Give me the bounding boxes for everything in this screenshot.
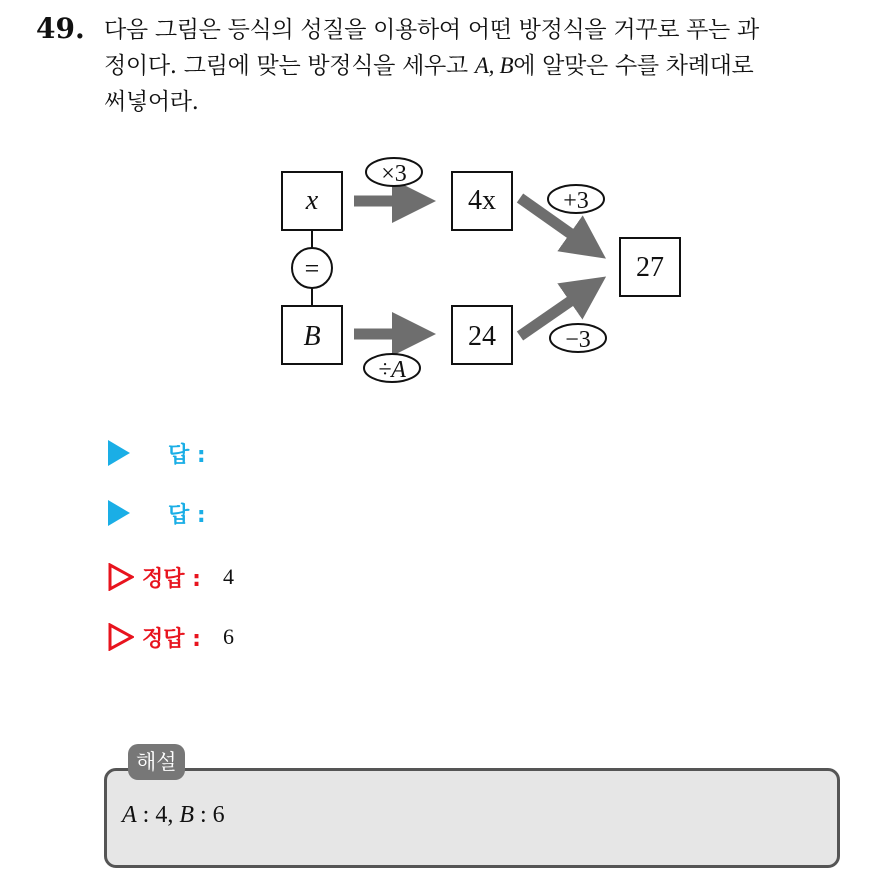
question-line-3: 써넣어라. (104, 89, 199, 115)
solution-row-1 (108, 560, 234, 594)
box-top-left-label: x (305, 185, 319, 216)
answer-row-1[interactable] (108, 436, 206, 470)
outline-triangle-icon (108, 623, 134, 651)
play-triangle-icon (108, 440, 130, 466)
outline-triangle-icon (108, 563, 134, 591)
explanation-a-val: : 4, (136, 802, 180, 828)
op-bottom-label: ÷A (378, 357, 406, 383)
answer-row-2[interactable] (108, 496, 206, 530)
explanation-b-var: B (179, 802, 195, 828)
equation-diagram (270, 152, 700, 392)
question-text (104, 12, 874, 120)
box-bottom-left-label: B (303, 321, 321, 352)
solution-label-1: 정답 : (142, 566, 201, 592)
solution-label-2: 정답 : (142, 626, 201, 652)
question-line-1: 다음 그림은 등식의 성질을 이용하여 어떤 방정식을 거꾸로 푸는 과 (104, 17, 759, 43)
question-line-2 (104, 48, 874, 84)
solution-value-2: 6 (222, 624, 234, 649)
question-line-2-pre: 정이다. 그림에 맞는 방정식을 세우고 (104, 53, 475, 79)
box-bottom-middle-label: 24 (468, 321, 496, 352)
explanation-tab: 해설 (128, 744, 185, 780)
explanation-b-val: : 6 (194, 802, 225, 828)
equals-sign: = (304, 254, 320, 283)
box-top-middle-label: 4x (468, 185, 496, 216)
box-right-label: 27 (636, 252, 664, 283)
question-line-2-math: A, B (474, 53, 514, 78)
solution-row-2 (108, 620, 234, 654)
op-upper-right-label: +3 (563, 188, 589, 214)
answer-label-1: 답 : (168, 442, 206, 468)
op-lower-right-label: −3 (565, 327, 591, 353)
play-triangle-icon (108, 500, 130, 526)
explanation-a-var: A (122, 802, 137, 828)
question-line-2-post: 에 알맞은 수를 차례대로 (513, 53, 754, 79)
question-number: 49. (36, 12, 85, 45)
explanation-text (122, 802, 225, 829)
solution-value-1: 4 (222, 564, 234, 589)
op-top-label: ×3 (381, 161, 407, 187)
answer-label-2: 답 : (168, 502, 206, 528)
